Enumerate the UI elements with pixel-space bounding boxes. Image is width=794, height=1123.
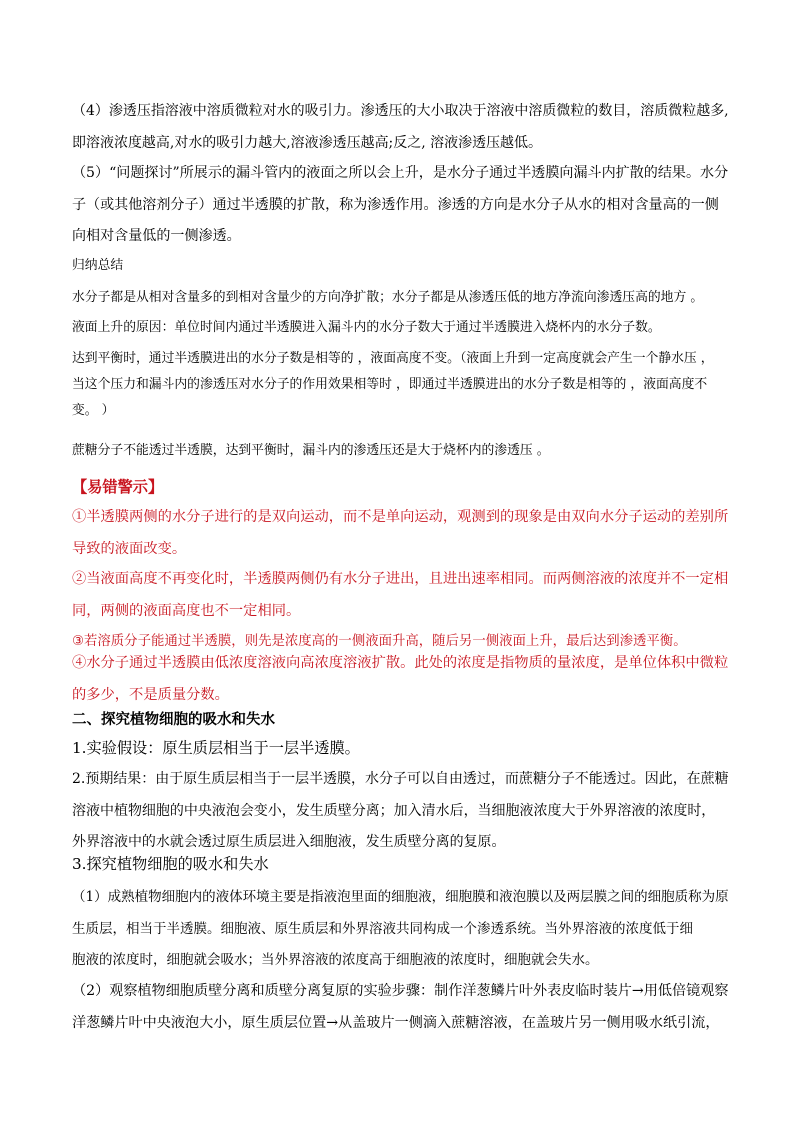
paragraph-4 [72,96,730,159]
text-line: ①半透膜两侧的水分子进行的是双向运动，而不是单向运动，观测到的现象是由双向水分子运动的差别所 [72,509,729,525]
warning-item-3: ③若溶质分子能通过半透膜，则先是浓度高的一侧液面升高，随后另一侧液面上升，最后达到渗透平衡。 [72,634,687,649]
text-line: 向相对含量低的一侧渗透。 [72,228,241,244]
subsection-title: 3.探究植物细胞的吸水和失水 [72,855,269,873]
text-line: （2）观察植物细胞质壁分离和质壁分离复原的实验步骤：制作洋葱鳞片叶外表皮临时装片→用低倍镜观察 [72,983,729,999]
text-line: 洋葱鳞片叶中央液泡大小，原生质层位置→从盖玻片一侧滴入蔗糖溶液，在盖玻片另一侧用吸水纸引流， [72,1014,720,1031]
warning-heading: 【易错警示】 [72,478,164,496]
text-line: 外界溶液中的水就会透过原生质层进入细胞液，发生质壁分离的复原。 [72,834,506,850]
text-line: 胞液的浓度时，细胞就会吸水；当外界溶液的浓度高于细胞液的浓度时，细胞就会失水。 [72,952,599,968]
paragraph-5 [72,158,730,253]
text-line: 溶液中植物细胞的中央液泡会变小，发生质壁分离；加入清水后，当细胞液浓度大于外界溶液的浓度时， [72,802,716,819]
text-line: （5）“问题探讨”所展示的漏斗管内的液面之所以会上升，是水分子通过半透膜向漏斗内扩散的结果。水分 [72,165,729,181]
expected-result [72,764,730,859]
text-line: 当这个压力和漏斗内的渗透压对水分子的作用效果相等时 ，即通过半透膜进出的水分子数是相等的 ，液面高度不 [72,377,708,392]
paragraph-mature-cell [72,882,730,977]
section-heading-explore: 二、探究植物细胞的吸水和失水 [72,712,275,728]
text-line: 的多少，不是质量分数。 [72,686,229,703]
text-line: 导致的液面改变。 [72,540,187,557]
text-line: 变。 ） [72,403,115,418]
hypothesis-line: 1.实验假设：原生质层相当于一层半透膜。 [72,739,360,757]
text-line: ④水分子通过半透膜由低浓度溶液向高浓度溶液扩散。此处的浓度是指物质的量浓度，是单位体积中微粒 [72,655,729,671]
text-line: 即溶液浓度越高,对水的吸引力越大,溶液渗透压越高;反之, 溶液渗透压越低。 [72,134,542,151]
text-line: 生质层，相当于半透膜。细胞液、原生质层和外界溶液共同构成一个渗透系统。当外界溶液的浓度低于细 [72,920,693,937]
text-line: 达到平衡时，通过半透膜进出的水分子数是相等的 ，液面高度不变。（液面上升到一定高度就会产生一个静水压 ， [72,351,714,366]
warning-item-1 [72,502,730,565]
summary-item-1: 水分子都是从相对含量多的到相对含量少的方向净扩散；水分子都是从渗透压低的地方净流向渗透压高的地方 。 [72,290,704,305]
summary-item-4: 蔗糖分子不能透过半透膜，达到平衡时，漏斗内的渗透压还是大于烧杯内的渗透压 。 [72,443,550,458]
text-line: ②当液面高度不再变化时，半透膜两侧仍有水分子进出，且进出速率相同。而两侧溶液的浓度并不一定相 [72,571,729,587]
summary-heading: 归纳总结 [72,258,124,273]
warning-item-2 [72,564,730,627]
text-line: 子（或其他溶剂分子）通过半透膜的扩散，称为渗透作用。渗透的方向是水分子从水的相对含量高的一侧 [72,196,719,213]
text-line: （4）渗透压指溶液中溶质微粒对水的吸引力。渗透压的大小取决于溶液中溶质微粒的数目，溶质微粒越多, [72,103,729,119]
paragraph-steps [72,976,730,1039]
summary-item-2: 液面上升的原因：单位时间内通过半透膜进入漏斗内的水分子数大于通过半透膜进入烧杯内的水分子数。 [72,320,661,335]
text-line: 同，两侧的液面高度也不一定相同。 [72,602,301,619]
text-line: 2.预期结果：由于原生质层相当于一层半透膜，水分子可以自由透过，而蔗糖分子不能透过。因此，在蔗糖 [72,771,729,787]
summary-item-3 [72,346,730,424]
text-line: （1）成熟植物细胞内的液体环境主要是指液泡里面的细胞液，细胞膜和液泡膜以及两层膜之间的细胞质称为原 [72,889,729,905]
warning-item-4 [72,648,730,711]
